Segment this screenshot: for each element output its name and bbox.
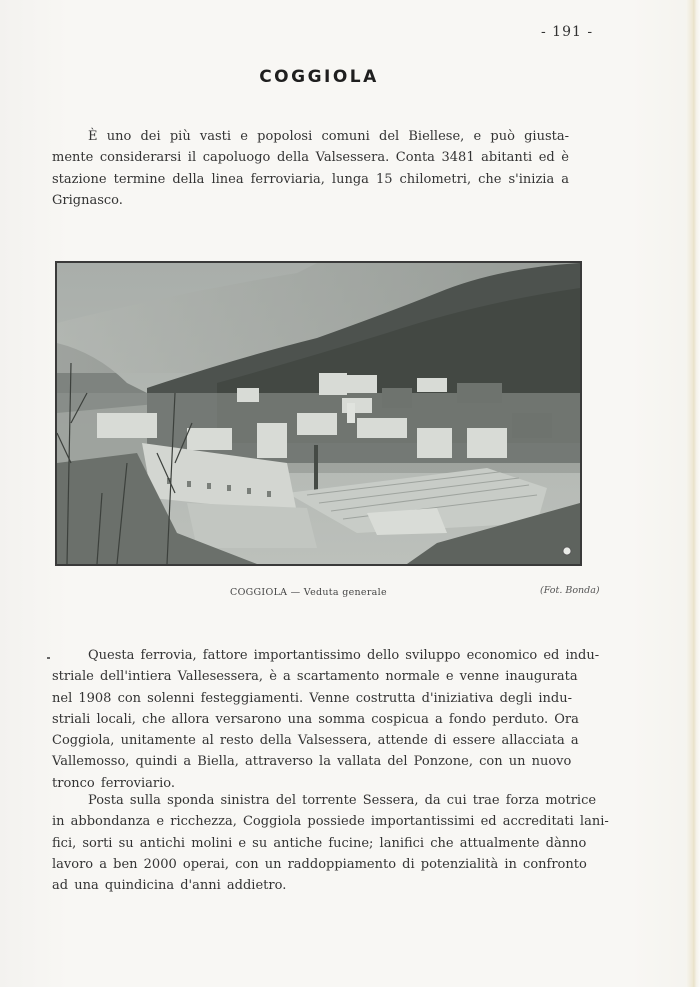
text-line: ad una quindicina d'anni addietro. xyxy=(52,878,287,894)
text-line: Questa ferrovia, fattore importantissimo dello sviluppo economico ed indu- xyxy=(88,648,600,663)
text-line: tronco ferroviario. xyxy=(52,775,175,791)
text-line: striale dell'intiera Vallesessera, è a scartamento normale e venne inaugurata xyxy=(52,669,578,685)
page-edge-shadow xyxy=(686,0,700,987)
text-line: lavoro a ben 2000 operai, con un raddoppiamento di potenzialità in confronto xyxy=(52,856,587,872)
text-line: Grignasco. xyxy=(52,192,123,208)
photo-illustration xyxy=(57,263,580,564)
text-line: Posta sulla sponda sinistra del torrente Sessera, da cui trae forza motrice xyxy=(88,793,597,808)
text-line: Coggiola, unitamente al resto della Valsessera, attende di essere allacciata a xyxy=(52,733,579,749)
page-number: - 191 - xyxy=(541,24,594,40)
town-photograph xyxy=(55,261,582,566)
text-line: striali locali, che allora versarono una somma cospicua a fondo perduto. Ora xyxy=(52,711,579,727)
text-line: mente considerarsi il capoluogo della Valsessera. Conta 3481 abitanti ed è xyxy=(52,150,569,166)
stray-mark xyxy=(47,657,50,659)
intro-paragraph xyxy=(52,126,569,211)
photo-caption: COGGIOLA — Veduta generale xyxy=(230,587,387,598)
text-line: in abbondanza e ricchezza, Coggiola possiede importantissimi ed accreditati lani- xyxy=(52,814,609,830)
text-line: nel 1908 con solenni festeggiamenti. Venne costrutta d'iniziativa degli indu- xyxy=(52,690,572,706)
text-line: È uno dei più vasti e popolosi comuni del Biellese, e può giusta- xyxy=(88,129,569,144)
photo-credit: (Fot. Bonda) xyxy=(540,585,600,596)
body-paragraph-railway xyxy=(52,645,600,794)
text-line: Vallemosso, quindi a Biella, attraverso la vallata del Ponzone, con un nuovo xyxy=(52,754,572,770)
page-title: COGGIOLA xyxy=(259,67,379,87)
text-line: fici, sorti su antichi molini e su antiche fucine; lanifici che attualmente dànno xyxy=(52,835,587,851)
body-paragraph-industry xyxy=(52,790,609,896)
text-line: stazione termine della linea ferroviaria, lunga 15 chilometri, che s'inizia a xyxy=(52,171,569,187)
